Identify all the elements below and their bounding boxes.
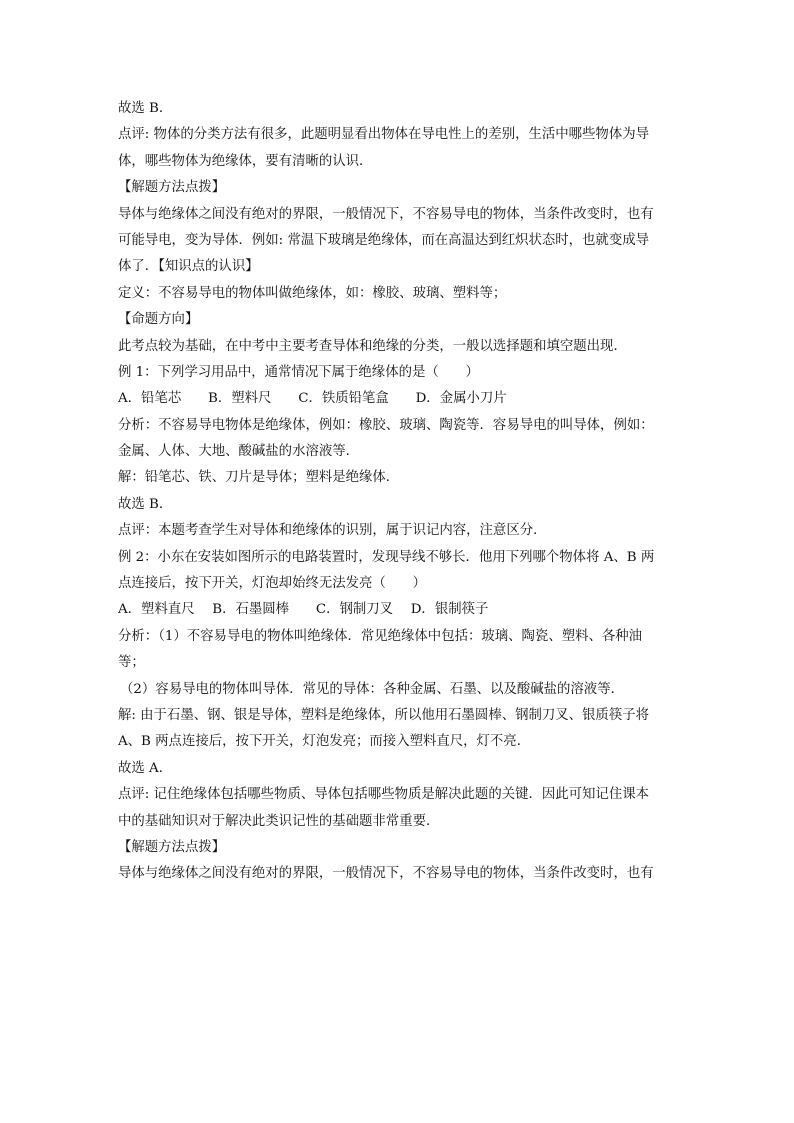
text-line: 导体与绝缘体之间没有绝对的界限，一般情况下，不容易导电的物体，当条件改变时，也有	[118, 866, 654, 882]
text-line-answer: 故选 B．	[118, 101, 173, 116]
example-2-solution: 解: 由于石墨、钢、银是导体，塑料是绝缘体，所以他用石墨圆棒、钢制刀叉、银质筷子将	[118, 707, 649, 723]
example-1-question: 例 1：下列学习用品中，通常情况下属于绝缘体的是（ ）	[118, 364, 479, 380]
example-2-options: A．塑料直尺 B．石墨圆棒 C．钢制刀叉 D．银制筷子	[118, 602, 489, 618]
text-line-definition: 定义：不容易导电的物体叫做绝缘体，如：橡胶、玻璃、塑料等；	[118, 285, 507, 301]
text-line-comment: 点评: 物体的分类方法有很多，此题明显看出物体在导电性上的差别，生活中哪些物体为导	[118, 127, 649, 143]
example-2-analysis: 分析：（1）不容易导电的物体叫绝缘体．常见绝缘体中包括：玻璃、陶瓷、塑料、各种油	[118, 628, 643, 644]
text-line: 中的基础知识对于解决此类识记性的基础题非常重要．	[118, 813, 440, 829]
text-line: 可能导电，变为导体．例如: 常温下玻璃是绝缘体，而在高温达到红炽状态时，也就变成导	[118, 232, 649, 248]
text-line-knowledge-heading: 体了．【知识点的认识】	[118, 259, 259, 275]
example-2-question: 例 2：小东在安装如图所示的电路装置时，发现导线不够长．他用下列哪个物体将 A、B 两	[118, 549, 655, 565]
text-line: 此考点较为基础，在中考中主要考查导体和绝缘的分类，一般以选择题和填空题出现．	[118, 338, 627, 354]
document-body	[118, 96, 680, 888]
example-2-comment: 点评: 记住绝缘体包括哪些物质、导体包括哪些物质是解决此题的关键．因此可知记住课本	[118, 787, 649, 803]
example-1-comment: 点评：本题考查学生对导体和绝缘体的识别，属于识记内容，注意区分．	[118, 523, 547, 539]
text-line: 导体与绝缘体之间没有绝对的界限，一般情况下，不容易导电的物体，当条件改变时，也有	[118, 206, 654, 222]
text-line: 等；	[118, 655, 145, 671]
example-1-answer: 故选 B．	[118, 496, 173, 512]
section-heading-question-direction: 【命题方向】	[118, 312, 199, 328]
example-1-analysis: 分析：不容易导电物体是绝缘体，例如：橡胶、玻璃、陶瓷等．容易导电的叫导体，例如：	[118, 417, 654, 433]
text-line: 点连接后，按下开关，灯泡却始终无法发亮（ ）	[118, 576, 426, 592]
section-heading-method-tips: 【解题方法点拨】	[118, 180, 226, 196]
text-line: A、B 两点连接后，按下开关，灯泡发亮；而接入塑料直尺，灯不亮．	[118, 734, 531, 750]
example-1-options: A．铅笔芯 B．塑料尺 C．铁质铅笔盒 D．金属小刀片	[118, 391, 507, 407]
example-2-answer: 故选 A．	[118, 760, 173, 776]
text-line: 体，哪些物体为绝缘体，要有清晰的认识．	[118, 153, 373, 169]
text-line: （2）容易导电的物体叫导体．常见的导体：各种金属、石墨、以及酸碱盐的溶液等．	[120, 681, 624, 697]
example-1-solution: 解：铅笔芯、铁、刀片是导体；塑料是绝缘体．	[118, 470, 400, 486]
section-heading-method-tips: 【解题方法点拨】	[118, 839, 226, 855]
text-line: 金属、人体、大地、酸碱盐的水溶液等．	[118, 444, 360, 460]
